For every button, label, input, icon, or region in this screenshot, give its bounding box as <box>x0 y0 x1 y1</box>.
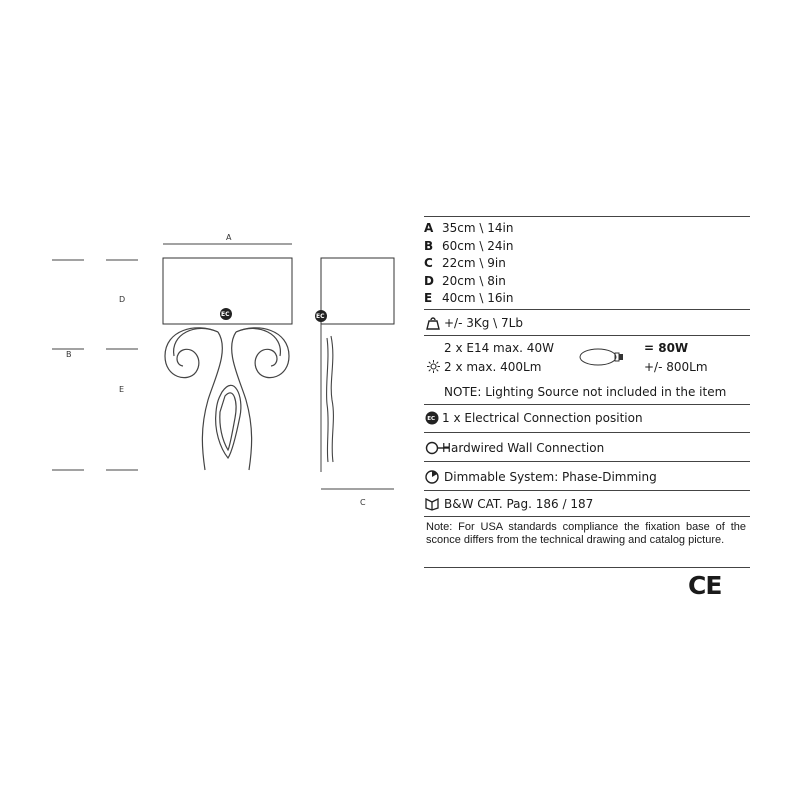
rule-after-dimmable <box>424 490 750 491</box>
ec-icon-text: EC <box>427 416 435 423</box>
rule-after-dims <box>424 309 750 310</box>
rule-after-catalog <box>424 516 750 517</box>
spec-value-c: 22cm \ 9in <box>442 256 506 270</box>
ce-mark: CE <box>688 571 722 600</box>
dimension-label-d: D <box>119 295 126 304</box>
front-ec-text: EC <box>221 311 230 318</box>
dimension-label-e: E <box>119 385 125 394</box>
catalog-text: B&W CAT. Pag. 186 / 187 <box>444 497 594 511</box>
dimension-label-c: C <box>360 498 366 507</box>
weight-text: +/- 3Kg \ 7Lb <box>444 316 523 330</box>
dimension-label-b: B <box>66 350 72 359</box>
rule-bottom <box>424 567 750 568</box>
dimmable-text: Dimmable System: Phase-Dimming <box>444 470 657 484</box>
side-lampshade <box>321 258 394 324</box>
sun-icon <box>427 360 440 373</box>
front-scroll-frame <box>165 328 289 470</box>
spec-value-d: 20cm \ 8in <box>442 274 506 288</box>
spec-row-a <box>424 221 513 235</box>
side-ec-text: EC <box>316 313 325 320</box>
lighting-note-text: NOTE: Lighting Source not included in the item <box>444 385 727 399</box>
total-lumen-text: +/- 800Lm <box>644 360 708 374</box>
electrical-connection-text: 1 x Electrical Connection position <box>442 411 643 425</box>
spec-value-e: 40cm \ 16in <box>442 291 514 305</box>
catalog-icon <box>425 497 439 511</box>
hardwired-text: Hardwired Wall Connection <box>442 441 605 455</box>
side-frame <box>327 336 334 462</box>
spec-row-d <box>424 274 506 288</box>
rule-after-weight <box>424 335 750 336</box>
total-watt-text: = 80W <box>644 341 689 355</box>
spec-letter-c: C <box>424 256 433 270</box>
bulb-socket-text: 2 x E14 max. 40W <box>444 341 554 355</box>
bulb-icon <box>578 346 626 368</box>
rule-after-bulb <box>424 404 750 405</box>
dimension-label-a: A <box>226 233 232 242</box>
spec-letter-b: B <box>424 239 434 253</box>
spec-row-c <box>424 256 506 270</box>
ec-icon <box>425 411 439 425</box>
spec-row-b <box>424 239 513 253</box>
usa-compliance-note: Note: For USA standards compliance the fixation base of the sconce differs from the technical drawing and catalog picture. <box>426 521 746 546</box>
spec-letter-a: A <box>424 221 434 235</box>
spec-letter-e: E <box>424 291 433 305</box>
lumen-text: 2 x max. 400Lm <box>444 360 542 374</box>
spec-row-e <box>424 291 513 305</box>
dimmer-icon <box>425 470 439 484</box>
rule-top <box>424 216 750 217</box>
spec-letter-d: D <box>424 274 434 288</box>
weight-icon <box>426 316 440 330</box>
spec-value-a: 35cm \ 14in <box>442 221 514 235</box>
rule-after-ec <box>424 432 750 433</box>
spec-value-b: 60cm \ 24in <box>442 239 514 253</box>
rule-after-hardwired <box>424 461 750 462</box>
technical-drawing <box>0 0 420 520</box>
